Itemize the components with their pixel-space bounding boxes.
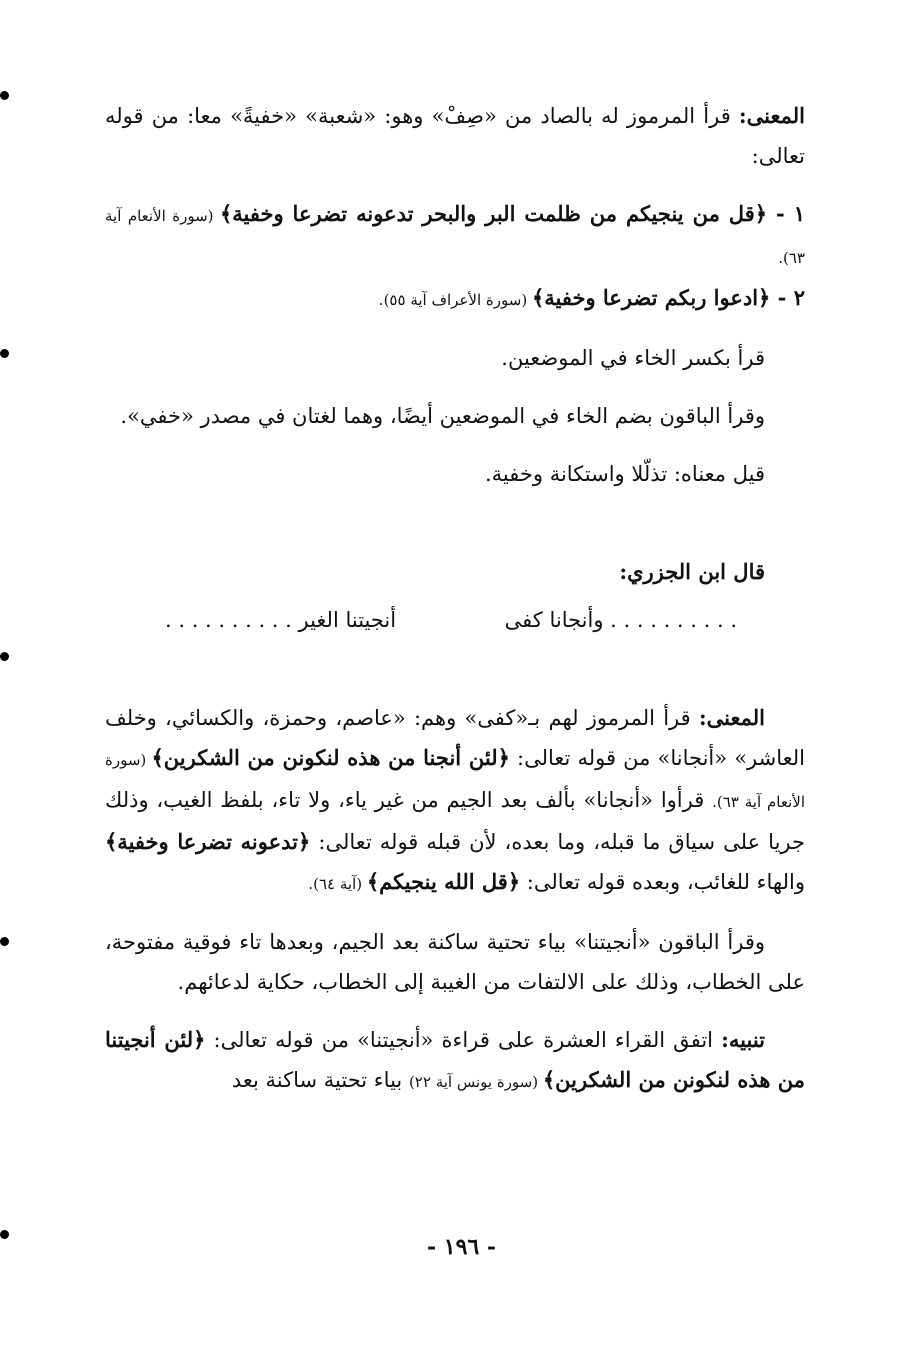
paragraph-text: قرأ المرموز له بالصاد من «صِفْ» وهو: «شعبة» «خفيةً» معا: من قوله تعالى: <box>105 104 805 168</box>
verse-reference: (سورة الأنعام آية ٦٣). <box>105 751 806 811</box>
page-body <box>105 96 805 1102</box>
paragraph-4: قيل معناه: تذلّلا واستكانة وخفية. <box>485 462 765 486</box>
item-number: ١ - <box>767 201 806 226</box>
paragraph-3: وقرأ الباقون بضم الخاء في الموضعين أيضًا، وهما لغتان في مصدر «خفي». <box>120 404 765 428</box>
paragraph-text: اتفق القراء العشرة على قراءة «أنجيتنا» من قوله تعالى: <box>205 1028 722 1052</box>
binding-mark <box>0 91 9 100</box>
label-meaning: المعنى: <box>738 103 805 128</box>
poem-verse <box>105 600 805 640</box>
paragraph-2: قرأ بكسر الخاء في الموضعين. <box>501 346 765 370</box>
paragraph-6: وقرأ الباقون «أنجيتنا» بياء تحتية ساكنة بعد الجيم، وبعدها تاء فوقية مفتوحة، على الخطاب، وذلك على الالتفات من الغيبة إلى الخطاب، حكاية لدعائهم. <box>105 930 805 994</box>
paragraph-1 <box>105 96 805 176</box>
paragraph-text: بياء تحتية ساكنة بعد <box>231 1068 409 1092</box>
quran-quote: ﴿لئن أنجنا من هذه لنكونن من الشكرين﴾ <box>151 745 510 770</box>
verse-reference: (آية ٦٤). <box>308 875 367 893</box>
paragraph-text: قرأوا «أنجانا» بألف بعد الجيم من غير ياء، ولا تاء، بلفظ الغيب، وذلك جريا على سياق ما قبله، وما بعده، لأن قبله قوله تعالى: <box>105 788 805 854</box>
binding-mark <box>0 1230 9 1239</box>
quran-quote: ﴿ادعوا ربكم تضرعا وخفية﴾ <box>531 285 771 310</box>
binding-mark <box>0 349 9 358</box>
quran-quote: ﴿قل من ينجيكم من ظلمت البر والبحر تدعونه تضرعا وخفية﴾ <box>219 201 768 226</box>
paragraph-5 <box>105 698 805 904</box>
binding-mark <box>0 937 9 946</box>
item-number: ٢ - <box>770 285 805 310</box>
paragraph-text: والهاء للغائب، وبعده قوله تعالى: <box>520 870 805 894</box>
quran-quote: ﴿قل الله ينجيكم﴾ <box>366 869 521 894</box>
list-item-2 <box>105 278 805 320</box>
label-meaning: المعنى: <box>698 705 765 730</box>
section-heading: قال ابن الجزري: <box>619 559 765 584</box>
label-note: تنبيه: <box>721 1027 766 1052</box>
verse-reference: (سورة يونس آية ٢٢) <box>408 1073 543 1091</box>
page-number: - ١٩٦ - <box>426 1234 497 1260</box>
quran-quote: ﴿تدعونه تضرعا وخفية﴾ <box>105 829 311 854</box>
paragraph-text: قرأ المرموز لهم بـ«كفى» وهم: «عاصم، وحمزة، والكسائي، وخلف العاشر» «أنجانا» من قوله تعالى: <box>105 706 806 770</box>
verse-reference: (سورة الأنعام آية ٦٣). <box>105 207 805 267</box>
quran-quote: ﴿لئن أنجيتنا من هذه لنكونن من الشكرين﴾ <box>105 1027 805 1092</box>
verse-hemistich-left: أنجيتنا الغير . . . . . . . . . . <box>165 608 397 632</box>
list-item-1 <box>105 194 805 278</box>
verse-reference: (سورة الأعراف آية ٥٥). <box>378 291 532 309</box>
paragraph-7 <box>105 1020 805 1102</box>
binding-mark <box>0 652 9 661</box>
verse-hemistich-right: . . . . . . . . . . وأنجانا كفى <box>504 608 737 632</box>
